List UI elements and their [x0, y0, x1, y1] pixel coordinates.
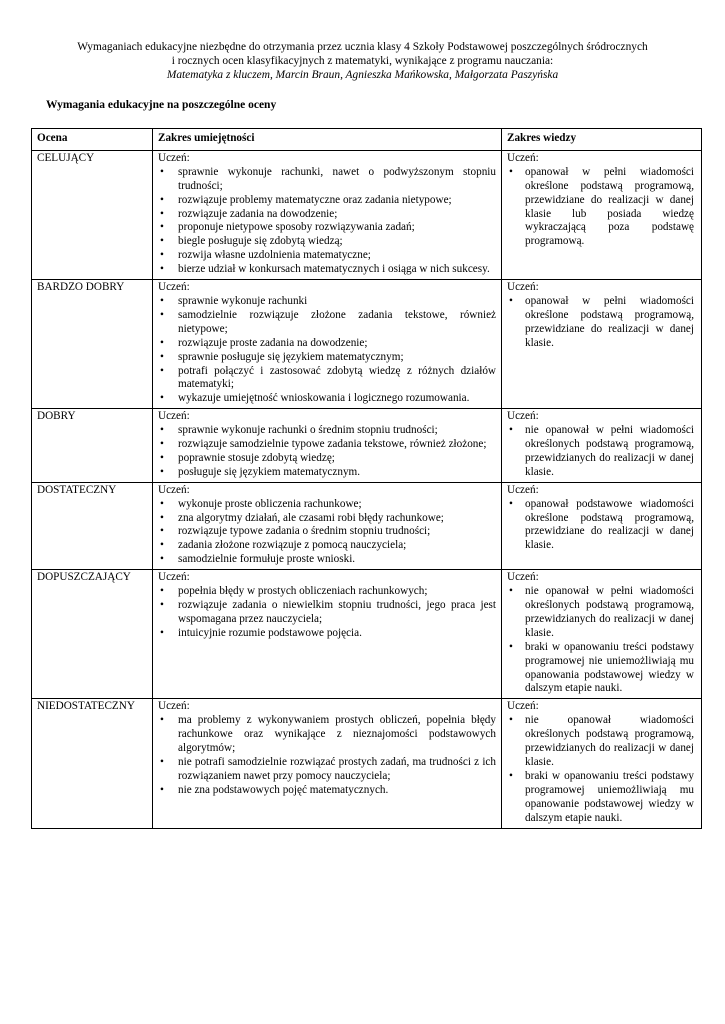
knowledge-cell [502, 150, 702, 279]
grade-name: DOSTATECZNY [32, 482, 153, 569]
bullet-icon: • [509, 294, 513, 307]
skill-list [158, 585, 496, 641]
bullet-icon: • [160, 336, 164, 349]
list-item [507, 585, 696, 641]
skill-item-text: zadania złożone rozwiązuje z pomocą nauczyciela; [178, 539, 407, 552]
skill-item-text: sprawnie wykonuje rachunki, nawet o podwyższonym stopniu trudności; [178, 165, 496, 192]
list-item [158, 337, 496, 351]
column-header-grade: Ocena [32, 129, 153, 151]
skill-item-text: rozwiązuje zadania na dowodzenie; [178, 207, 338, 220]
table-row [32, 570, 702, 699]
bullet-icon: • [160, 585, 164, 598]
list-item [158, 295, 496, 309]
list-item [158, 309, 496, 337]
list-item [158, 166, 496, 194]
list-item [507, 295, 696, 351]
bullet-icon: • [509, 424, 513, 437]
bullet-icon: • [160, 783, 164, 796]
list-item [158, 627, 496, 641]
knowledge-item-text: opanował w pełni wiadomości określone podstawą programową, przewidziane do realizacji w danej klasie lub posiada wiedzę wykraczającą poza podstawę programową. [525, 165, 694, 248]
table-row [32, 409, 702, 483]
list-item [158, 221, 496, 235]
knowledge-lead: Uczeń: [507, 410, 539, 423]
list-item [158, 249, 496, 263]
bullet-icon: • [160, 235, 164, 248]
skill-list [158, 295, 496, 406]
skill-item-text: rozwiązuje zadania o niewielkim stopniu trudności, jego praca jest wspomagana przez nauczyciela; [178, 599, 496, 625]
header-line-1: Wymaganiach edukacyjne niezbędne do otrzymania przez ucznia klasy 4 Szkoły Podstawowej poszczególnych śródrocznych [77, 41, 648, 53]
list-item [158, 351, 496, 365]
bullet-icon: • [160, 308, 164, 321]
grade-name: NIEDOSTATECZNY [32, 699, 153, 828]
grade-name: DOBRY [32, 409, 153, 483]
bullet-icon: • [160, 755, 164, 768]
table-header-row [32, 129, 702, 151]
skill-list [158, 166, 496, 277]
skill-item-text: sprawnie wykonuje rachunki o średnim stopniu trudności; [178, 424, 438, 437]
bullet-icon: • [160, 539, 164, 552]
knowledge-list [507, 166, 696, 249]
list-item [158, 539, 496, 553]
bullet-icon: • [160, 553, 164, 566]
knowledge-list [507, 585, 696, 696]
list-item [507, 498, 696, 554]
bullet-icon: • [160, 193, 164, 206]
skill-item-text: popełnia błędy w prostych obliczeniach rachunkowych; [178, 585, 428, 598]
bullet-icon: • [160, 165, 164, 178]
list-item [158, 392, 496, 406]
knowledge-cell [502, 482, 702, 569]
skills-cell [153, 280, 502, 409]
table-row [32, 699, 702, 828]
skills-lead: Uczeń: [158, 151, 190, 164]
knowledge-lead: Uczeń: [507, 281, 539, 294]
skills-lead: Uczeń: [158, 571, 190, 584]
list-item [158, 599, 496, 627]
table-row [32, 482, 702, 569]
list-item [158, 498, 496, 512]
bullet-icon: • [160, 350, 164, 363]
knowledge-list [507, 295, 696, 351]
skill-item-text: rozwiązuje samodzielnie typowe zadania tekstowe, również złożone; [178, 438, 487, 451]
bullet-icon: • [160, 438, 164, 451]
bullet-icon: • [160, 626, 164, 639]
grade-name: CELUJĄCY [32, 150, 153, 279]
skill-item-text: poprawnie stosuje zdobytą wiedzę; [178, 451, 335, 464]
skill-list [158, 714, 496, 797]
skills-lead: Uczeń: [158, 700, 190, 713]
column-header-skills: Zakres umiejętności [153, 129, 502, 151]
bullet-icon: • [160, 525, 164, 538]
skill-item-text: samodzielnie rozwiązuje złożone zadania tekstowe, również nietypowe; [178, 308, 496, 335]
list-item [158, 452, 496, 466]
knowledge-lead: Uczeń: [507, 483, 539, 496]
skill-item-text: intuicyjnie rozumie podstawowe pojęcia. [178, 626, 362, 639]
list-item [158, 714, 496, 756]
bullet-icon: • [160, 294, 164, 307]
bullet-icon: • [160, 511, 164, 524]
skills-cell [153, 482, 502, 569]
column-header-knowledge: Zakres wiedzy [502, 129, 702, 151]
bullet-icon: • [160, 451, 164, 464]
list-item [158, 525, 496, 539]
bullet-icon: • [509, 714, 513, 727]
list-item [158, 424, 496, 438]
skill-item-text: wykonuje proste obliczenia rachunkowe; [178, 497, 362, 510]
knowledge-lead: Uczeń: [507, 151, 539, 164]
header-line-2: i rocznych ocen klasyfikacyjnych z matematyki, wynikające z programu nauczania: [171, 55, 554, 67]
table-body [32, 150, 702, 828]
skill-item-text: rozwiązuje problemy matematyczne oraz zadania nietypowe; [178, 193, 452, 206]
knowledge-item-text: braki w opanowaniu treści podstawy programowej uniemożliwiają mu opanowanie podstawowej wiedzy w dalszym etapie nauki. [525, 769, 694, 824]
skill-item-text: nie zna podstawowych pojęć matematycznych. [178, 783, 389, 796]
list-item [158, 235, 496, 249]
skills-lead: Uczeń: [158, 410, 190, 423]
list-item [158, 365, 496, 393]
skills-lead: Uczeń: [158, 281, 190, 294]
knowledge-lead: Uczeń: [507, 700, 539, 713]
skill-item-text: nie potrafi samodzielnie rozwiązać prostych zadań, ma trudności z ich rozwiązaniem nawet przy pomocy nauczyciela; [178, 755, 496, 782]
skill-list [158, 424, 496, 480]
knowledge-list [507, 498, 696, 554]
bullet-icon: • [509, 640, 513, 653]
knowledge-cell [502, 570, 702, 699]
grade-name: DOPUSZCZAJĄCY [32, 570, 153, 699]
knowledge-item-text: opanował w pełni wiadomości określone podstawą programową, przewidziane do realizacji w danej klasie. [525, 294, 694, 349]
skill-item-text: zna algorytmy działań, ale czasami robi błędy rachunkowe; [178, 511, 444, 524]
skills-cell [153, 699, 502, 828]
skill-item-text: sprawnie wykonuje rachunki [178, 294, 308, 307]
table-row [32, 150, 702, 279]
list-item [158, 756, 496, 784]
bullet-icon: • [160, 207, 164, 220]
knowledge-cell [502, 280, 702, 409]
grade-name: BARDZO DOBRY [32, 280, 153, 409]
list-item [158, 512, 496, 526]
knowledge-lead: Uczeń: [507, 571, 539, 584]
bullet-icon: • [160, 714, 164, 727]
document-header [40, 40, 685, 82]
bullet-icon: • [509, 769, 513, 782]
knowledge-item-text: opanował podstawowe wiadomości określone podstawą programową, przewidziane do realizacji w danej klasie. [525, 497, 694, 552]
skill-item-text: samodzielnie formułuje proste wnioski. [178, 553, 356, 566]
skill-item-text: bierze udział w konkursach matematycznych i osiąga w nich sukcesy. [178, 263, 490, 276]
list-item [507, 714, 696, 770]
bullet-icon: • [160, 497, 164, 510]
list-item [158, 208, 496, 222]
bullet-icon: • [160, 249, 164, 262]
header-program-authors: Matematyka z kluczem, Marcin Braun, Agnieszka Mańkowska, Małgorzata Paszyńska [166, 69, 559, 81]
skills-lead: Uczeń: [158, 483, 190, 496]
bullet-icon: • [160, 599, 164, 611]
bullet-icon: • [160, 221, 164, 234]
knowledge-item-text: nie opanował wiadomości określonych podstawą programową, przewidzianych do realizacji w danej klasie. [525, 714, 694, 768]
list-item [158, 585, 496, 599]
knowledge-list [507, 424, 696, 480]
skill-item-text: ma problemy z wykonywaniem prostych obliczeń, popełnia błędy rachunkowe oraz wynikające z nieznajomości podstawowych algorytmów; [178, 714, 496, 755]
skills-cell [153, 570, 502, 699]
list-item [158, 553, 496, 567]
bullet-icon: • [509, 585, 513, 598]
bullet-icon: • [160, 465, 164, 478]
skill-item-text: potrafi połączyć i zastosować zdobytą wiedzę z różnych działów matematyki; [178, 364, 496, 391]
list-item [507, 166, 696, 249]
knowledge-item-text: braki w opanowaniu treści podstawy programowej nie uniemożliwiają mu opanowania podstawowej wiedzy w dalszym etapie nauki. [525, 640, 694, 695]
list-item [158, 784, 496, 798]
knowledge-item-text: nie opanował w pełni wiadomości określonych podstawą programową, przewidzianych do realizacji w danej klasie. [525, 585, 694, 639]
knowledge-item-text: nie opanował w pełni wiadomości określonych podstawą programową, przewidzianych do realizacji w danej klasie. [525, 424, 694, 478]
grades-requirements-table [31, 128, 702, 829]
table-row [32, 280, 702, 409]
skill-list [158, 498, 496, 568]
bullet-icon: • [509, 165, 513, 178]
skill-item-text: proponuje nietypowe sposoby rozwiązywania zadań; [178, 221, 415, 234]
skills-cell [153, 150, 502, 279]
skill-item-text: posługuje się językiem matematycznym. [178, 465, 361, 478]
bullet-icon: • [160, 263, 164, 276]
skill-item-text: sprawnie posługuje się językiem matematycznym; [178, 350, 404, 363]
bullet-icon: • [160, 392, 164, 405]
list-item [158, 263, 496, 277]
list-item [158, 194, 496, 208]
list-item [507, 770, 696, 826]
section-title: Wymagania edukacyjne na poszczególne oceny [46, 99, 277, 111]
skill-item-text: wykazuje umiejętność wnioskowania i logicznego rozumowania. [178, 392, 470, 405]
knowledge-cell [502, 699, 702, 828]
knowledge-cell [502, 409, 702, 483]
list-item [158, 466, 496, 480]
skill-item-text: rozwija własne uzdolnienia matematyczne; [178, 249, 371, 262]
list-item [507, 641, 696, 697]
bullet-icon: • [160, 364, 164, 377]
bullet-icon: • [160, 424, 164, 437]
skill-item-text: rozwiązuje proste zadania na dowodzenie; [178, 336, 368, 349]
list-item [507, 424, 696, 480]
skill-item-text: biegle posługuje się zdobytą wiedzą; [178, 235, 343, 248]
skills-cell [153, 409, 502, 483]
list-item [158, 438, 496, 452]
knowledge-list [507, 714, 696, 825]
skill-item-text: rozwiązuje typowe zadania o średnim stopniu trudności; [178, 525, 431, 538]
bullet-icon: • [509, 497, 513, 510]
